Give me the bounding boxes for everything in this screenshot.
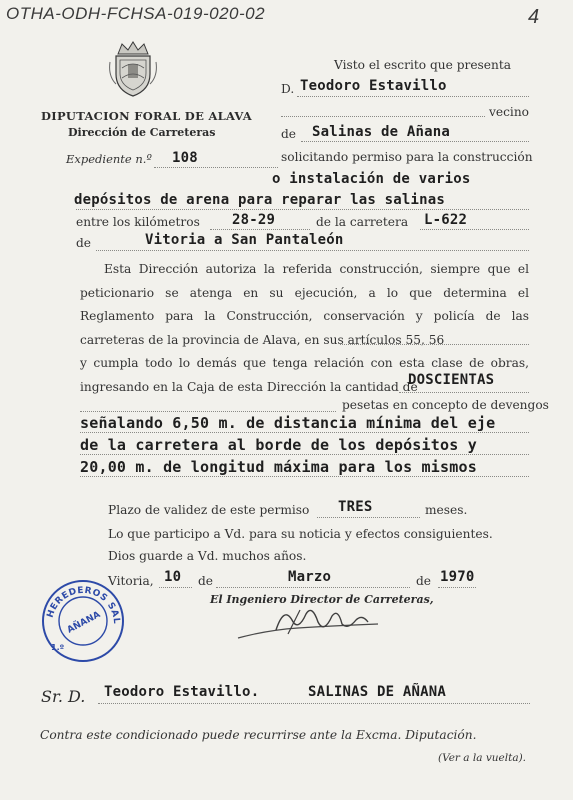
- date-city: Vitoria,: [108, 574, 154, 588]
- purpose-line-2: depósitos de arena para reparar las salinas: [74, 192, 446, 208]
- purpose-line-1: o instalación de varios: [272, 171, 471, 187]
- date-de-1: de: [198, 574, 214, 588]
- authorization-paragraph: Esta Dirección autoriza la referida construcción, siempre que el peticionario se atenga en su ejecución, a lo que determina el Reglamento para la Construcción, conservación y policía de las carreteras de la provincia de Alava, en sus artículos 55, 56: [80, 262, 529, 347]
- condition-line-2: de la carretera al borde de los depósitos y: [80, 436, 477, 454]
- condition-line-3: 20,00 m. de longitud máxima para los mismos: [80, 458, 477, 476]
- notice-text: Lo que participo a Vd. para su noticia y efectos consiguientes.: [108, 527, 493, 541]
- date-de-2: de: [416, 574, 432, 588]
- addressee-label: Sr. D.: [41, 687, 86, 706]
- route-value: Vitoria a San Pantaleón: [145, 232, 344, 248]
- road-value: L-622: [424, 212, 468, 228]
- expediente-number: 108: [172, 150, 198, 166]
- d-label: D.: [281, 82, 295, 96]
- date-day: 10: [164, 569, 182, 585]
- validity-label: Plazo de validez de este permiso: [108, 503, 310, 517]
- institution-name: DIPUTACION FORAL DE ALAVA: [41, 109, 252, 123]
- stamp-top-text: HEREDEROS SALINAS: [35, 571, 122, 625]
- km-value: 28-29: [232, 212, 276, 228]
- addressee-town: SALINAS DE AÑANA: [308, 684, 447, 700]
- town-name: Salinas de Añana: [312, 124, 451, 140]
- addressee-name: Teodoro Estavillo.: [104, 684, 260, 700]
- vecino-label: vecino: [489, 105, 530, 119]
- de-label: de: [281, 127, 297, 141]
- date-year: 1970: [440, 569, 475, 585]
- route-label: de: [76, 236, 92, 250]
- stamp-center-text: AÑANA: [65, 609, 103, 636]
- expediente-label: Expediente n.º: [66, 152, 152, 166]
- pesetas-text: pesetas en concepto de devengos: [342, 398, 549, 412]
- page-number: 4: [528, 6, 540, 28]
- signature-icon: [228, 600, 418, 644]
- request-label: solicitando permiso para la construcción: [281, 150, 533, 164]
- archive-reference: OTHA-ODH-FCHSA-019-020-02: [6, 4, 266, 23]
- validity-value: TRES: [338, 499, 373, 515]
- coat-of-arms-icon: [108, 40, 158, 98]
- stamp-left-text: 1.º: [51, 643, 65, 652]
- validity-unit: meses.: [425, 503, 468, 517]
- overleaf-note: (Ver a la vuelta).: [438, 752, 527, 764]
- condition-line-1: señalando 6,50 m. de distancia mínima del eje: [80, 414, 496, 432]
- official-stamp-icon: [35, 571, 126, 664]
- appeal-text: Contra este condicionado puede recurrirse ante la Excma. Diputación.: [40, 728, 477, 742]
- intro-text: Visto el escrito que presenta: [334, 58, 512, 72]
- applicant-name: Teodoro Estavillo: [300, 78, 447, 94]
- department-name: Dirección de Carreteras: [68, 126, 216, 139]
- road-label: de la carretera: [316, 215, 409, 229]
- greeting-text: Dios guarde a Vd. muchos años.: [108, 549, 307, 563]
- amount-value: DOSCIENTAS: [408, 372, 495, 388]
- signature-title: El Ingeniero Director de Carreteras,: [210, 593, 434, 606]
- fees-paragraph: y cumpla todo lo demás que tenga relación con esta clase de obras, ingresando en la Caja de esta Dirección la cantidad de: [80, 356, 529, 394]
- date-month: Marzo: [288, 569, 332, 585]
- km-label: entre los kilómetros: [76, 215, 200, 229]
